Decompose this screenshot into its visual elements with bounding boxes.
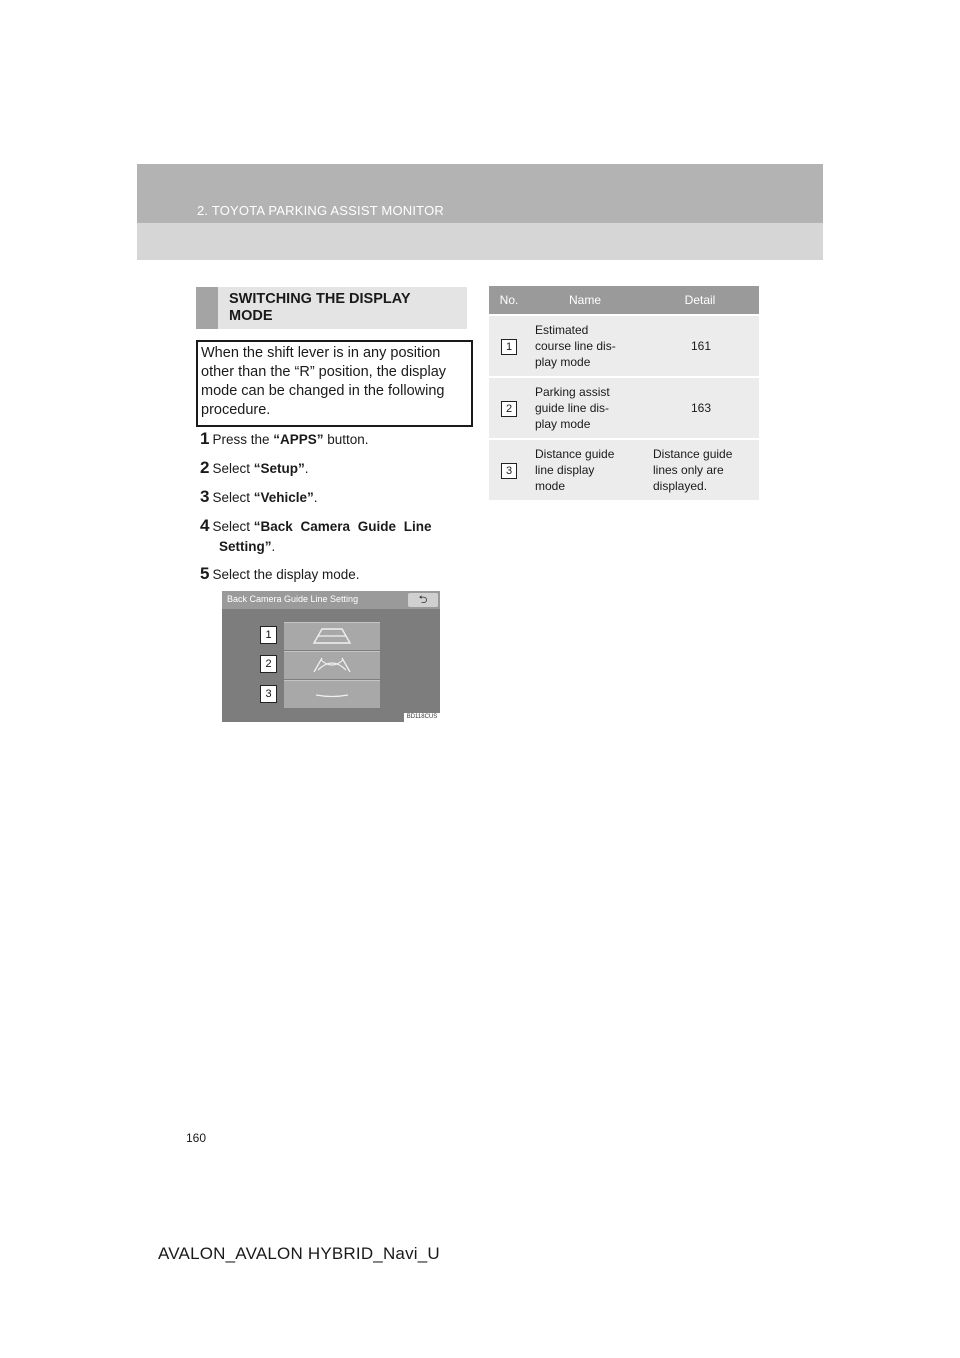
header-band: [137, 164, 823, 260]
step-text-end: .: [271, 539, 276, 554]
page-reference: 161: [690, 339, 712, 353]
page-number: 160: [186, 1131, 207, 1145]
step-text-end: .: [304, 461, 309, 476]
back-arrow-icon: ⮌: [418, 594, 428, 606]
step-keyword: “Back Camera Guide Line: [253, 519, 432, 534]
step-keyword-cont: Setting”: [219, 539, 272, 554]
number-box: 1: [501, 339, 517, 355]
row-name: [529, 315, 641, 377]
step-text: Select: [212, 461, 254, 476]
callout-2: 2: [260, 655, 277, 673]
callout-3: 3: [260, 685, 277, 703]
mode-button-parking-assist[interactable]: [284, 651, 380, 679]
name-line: Estimated: [535, 323, 589, 337]
curved-guide-lines-icon: [304, 654, 360, 676]
number-box: 2: [501, 401, 517, 417]
screen-title: Back Camera Guide Line Setting: [227, 594, 359, 604]
name-line: guide line dis-: [535, 401, 610, 415]
header-top-strip: [137, 164, 823, 223]
screen-title-bar: [222, 591, 440, 609]
step-text: Select the display mode.: [212, 567, 360, 582]
intro-line-4: procedure.: [201, 402, 271, 418]
mode-button-estimated-course[interactable]: [284, 622, 380, 650]
footer-model: AVALON_AVALON HYBRID_Navi_U: [158, 1244, 440, 1263]
screen-illustration: [222, 591, 440, 722]
name-line: play mode: [535, 417, 591, 431]
intro-line-3: mode can be changed in the following: [201, 383, 445, 399]
intro-line-1: When the shift lever is in any position: [201, 345, 441, 361]
row-no: [489, 439, 529, 500]
step-number: 2: [200, 458, 210, 477]
row-name: [529, 439, 641, 500]
detail-line: displayed.: [653, 479, 708, 493]
intro-note: [196, 340, 473, 427]
col-header-detail: Detail: [641, 286, 759, 315]
name-line: Parking assist: [535, 385, 610, 399]
back-button[interactable]: [408, 593, 438, 607]
row-detail: [641, 315, 759, 377]
step-text: Select: [212, 519, 254, 534]
heading-tab: [196, 287, 218, 329]
row-no: [489, 377, 529, 439]
display-mode-table: [489, 286, 759, 500]
step-number: 5: [200, 564, 210, 583]
col-header-name: Name: [529, 286, 641, 315]
step-2: [200, 458, 309, 478]
step-keyword: “APPS”: [273, 432, 324, 447]
step-number: 4: [200, 516, 210, 535]
step-text: Select: [212, 490, 254, 505]
trapezoid-lines-icon: [304, 625, 360, 647]
heading-line-1: SWITCHING THE DISPLAY: [229, 291, 411, 307]
page-reference: 163: [690, 401, 712, 415]
name-line: play mode: [535, 355, 591, 369]
step-keyword: “Setup”: [253, 461, 305, 476]
col-header-no: No.: [489, 286, 529, 315]
section-heading: [196, 287, 467, 329]
detail-line: lines only are: [653, 463, 724, 477]
heading-text: [229, 291, 411, 325]
step-text-end: .: [313, 490, 318, 505]
row-name: [529, 377, 641, 439]
step-5: [200, 564, 360, 584]
step-4: [200, 516, 467, 554]
callout-1: 1: [260, 626, 277, 644]
name-line: line display: [535, 463, 595, 477]
name-line: mode: [535, 479, 566, 493]
section-title: 2. TOYOTA PARKING ASSIST MONITOR: [197, 203, 444, 218]
distance-line-icon: [304, 683, 360, 705]
intro-line-2: other than the “R” position, the display: [201, 364, 447, 380]
step-text-end: button.: [323, 432, 369, 447]
table-row: [489, 439, 759, 500]
heading-line-2: MODE: [229, 308, 273, 324]
step-keyword: “Vehicle”: [253, 490, 314, 505]
row-detail: [641, 439, 759, 500]
step-3: [200, 487, 318, 507]
row-detail: [641, 377, 759, 439]
number-box: 3: [501, 463, 517, 479]
step-number: 1: [200, 429, 210, 448]
table-row: [489, 315, 759, 377]
name-line: Distance guide: [535, 447, 615, 461]
name-line: course line dis-: [535, 339, 616, 353]
step-1: [200, 429, 369, 449]
row-no: [489, 315, 529, 377]
table-row: [489, 377, 759, 439]
mode-button-distance-guide[interactable]: [284, 680, 380, 708]
step-number: 3: [200, 487, 210, 506]
figure-code: BD118CUS: [404, 713, 440, 722]
detail-line: Distance guide: [653, 447, 733, 461]
step-text: Press the: [212, 432, 274, 447]
